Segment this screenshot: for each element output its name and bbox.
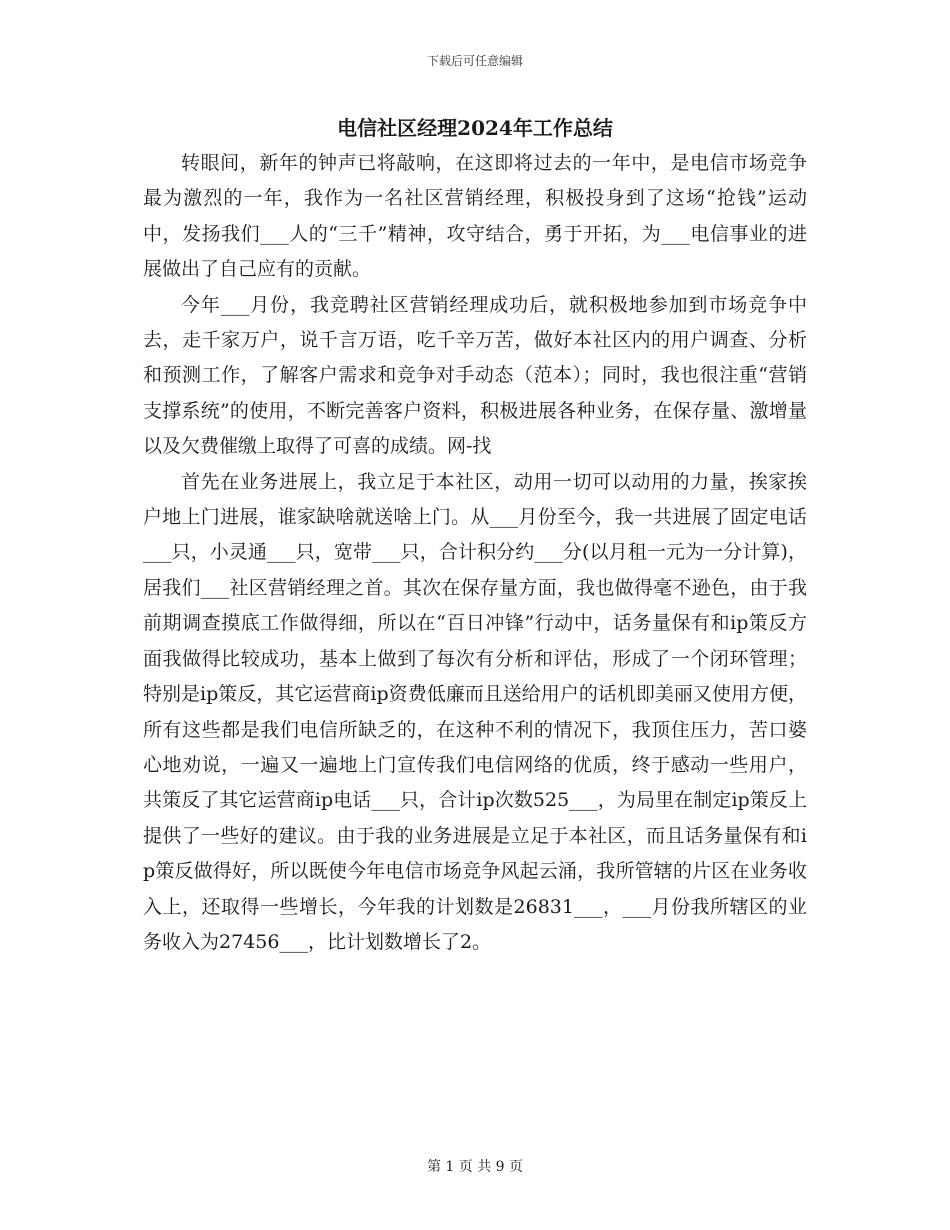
document-body [143,146,807,960]
header-note: 下载后可任意编辑 [426,54,523,68]
paragraph-intro: 转眼间，新年的钟声已将敲响，在这即将过去的一年中，是电信市场竞争最为激烈的一年，我作为一名社区营销经理，积极投身到了这场“抢钱”运动中，发扬我们___人的“三千”精神，攻守结合，勇于开拓，为___电信事业的进展做出了自己应有的贡献。 [143,152,807,281]
paragraph-business: 首先在业务进展上，我立足于本社区，动用一切可以动用的力量，挨家挨户地上门进展，谁家缺啥就送啥上门。从___月份至今，我一共进展了固定电话___只，小灵通___只，宽带___只，合计积分约___分(以月租一元为一分计算)，居我们___社区营销经理之首。其次在保存量方面，我也做得毫不逊色，由于我前期调查摸底工作做得细，所以在“百日冲锋”行动中，话务量保有和ip策反方面我做得比较成功，基本上做到了每次有分析和评估，形成了一个闭环管理；特别是ip策反，其它运营商ip资费低廉而且送给用户的话机即美丽又使用方便，所有这些都是我们电信所缺乏的，在这种不利的情况下，我顶住压力，苦口婆心地劝说，一遍又一遍地上门宣传我们电信网络的优质，终于感动一些用户，共策反了其它运营商ip电话___只，合计ip次数525___，为局里在制定ip策反上提供了一些好的建议。由于我的业务进展是立足于本社区，而且话务量保有和ip策反做得好，所以既使今年电信市场竞争风起云涌，我所管辖的片区在业务收入上，还取得一些增长，今年我的计划数是26831___，___月份我所辖区的业务收入为27456___，比计划数增长了2。 [143,470,807,953]
paragraph-role: 今年___月份，我竞聘社区营销经理成功后，就积极地参加到市场竞争中去，走千家万户，说千言万语，吃千辛万苦，做好本社区内的用户调查、分析和预测工作，了解客户需求和竞争对手动态（范本）；同时，我也很注重“营销支撑系统”的使用，不断完善客户资料，积极进展各种业务，在保存量、激增量以及欠费催缴上取得了可喜的成绩。网-找 [143,293,807,458]
document-title: 电信社区经理2024年工作总结 [337,116,613,140]
page-number: 第 1 页 共 9 页 [426,1159,524,1175]
